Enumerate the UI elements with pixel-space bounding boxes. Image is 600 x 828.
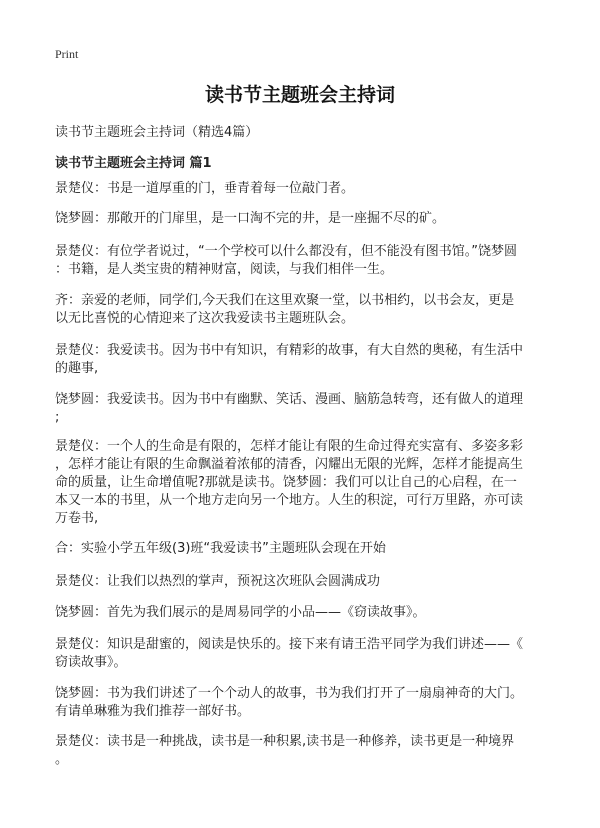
paragraph: 饶梦圆：书为我们讲述了一个个动人的故事，书为我们打开了一扇扇神奇的大门。 有请单琳雅为我们推荐一部好书。 (55, 686, 524, 719)
section-heading: 读书节主题班会主持词 篇1 (55, 156, 212, 171)
paragraph: 齐：亲爱的老师，同学们,今天我们在这里欢聚一堂，以书相约，以书会友，更是 以无比喜悦的心情迎来了这次我爱读书主题班队会。 (55, 293, 515, 326)
paragraph: 景楚仪：让我们以热烈的掌声，预祝这次班队会圆满成功 (55, 574, 381, 589)
paragraph: 饶梦圆：那敞开的门扉里，是一口淘不完的井，是一座掘不尽的矿。 (55, 211, 446, 226)
paragraph: 景楚仪：知识是甜蜜的，阅读是快乐的。接下来有请王浩平同学为我们讲述——《 窃读故事》。 (55, 637, 524, 670)
paragraph: 景楚仪：书是一道厚重的门，垂青着每一位敲门者。 (55, 181, 355, 196)
print-link[interactable]: Print (55, 47, 79, 61)
paragraph: 合：实验小学五年级(3)班“我爱读书”主题班队会现在开始 (55, 541, 386, 556)
paragraph: 饶梦圆：首先为我们展示的是周易同学的小品——《窃读故事》。 (55, 605, 426, 620)
document-subtitle: 读书节主题班会主持词（精选4篇） (55, 125, 259, 140)
paragraph: 景楚仪：我爱读书。因为书中有知识，有精彩的故事，有大自然的奥秘，有生活中 的趣事, (55, 343, 524, 376)
paragraph: 景楚仪：有位学者说过，“一个学校可以什么都没有，但不能没有图书馆。”饶梦圆 ：书籍，是人类宝贵的精神财富，阅读，与我们相伴一生。 (55, 244, 517, 277)
paragraph: 饶梦圆：我爱读书。因为书中有幽默、笑话、漫画、脑筋急转弯，还有做人的道理 ; (55, 392, 524, 425)
document-title: 读书节主题班会主持词 (204, 84, 395, 106)
paragraph: 景楚仪：读书是一种挑战，读书是一种积累,读书是一种修养，读书更是一种境界 。 (55, 734, 515, 767)
paragraph: 景楚仪：一个人的生命是有限的，怎样才能让有限的生命过得充实富有、多姿多彩 ，怎样才能让有限的生命飘溢着浓郁的清香，闪耀出无限的光辉，怎样才能提高生 命的质量，让生命增值呢?那就是读书。饶梦圆：我们可以让自己的心启程，在一 本又一本的书里，从一个地方走向另一个地方。人生的积淀，可行万里路，亦可读 万卷书, (55, 439, 524, 526)
